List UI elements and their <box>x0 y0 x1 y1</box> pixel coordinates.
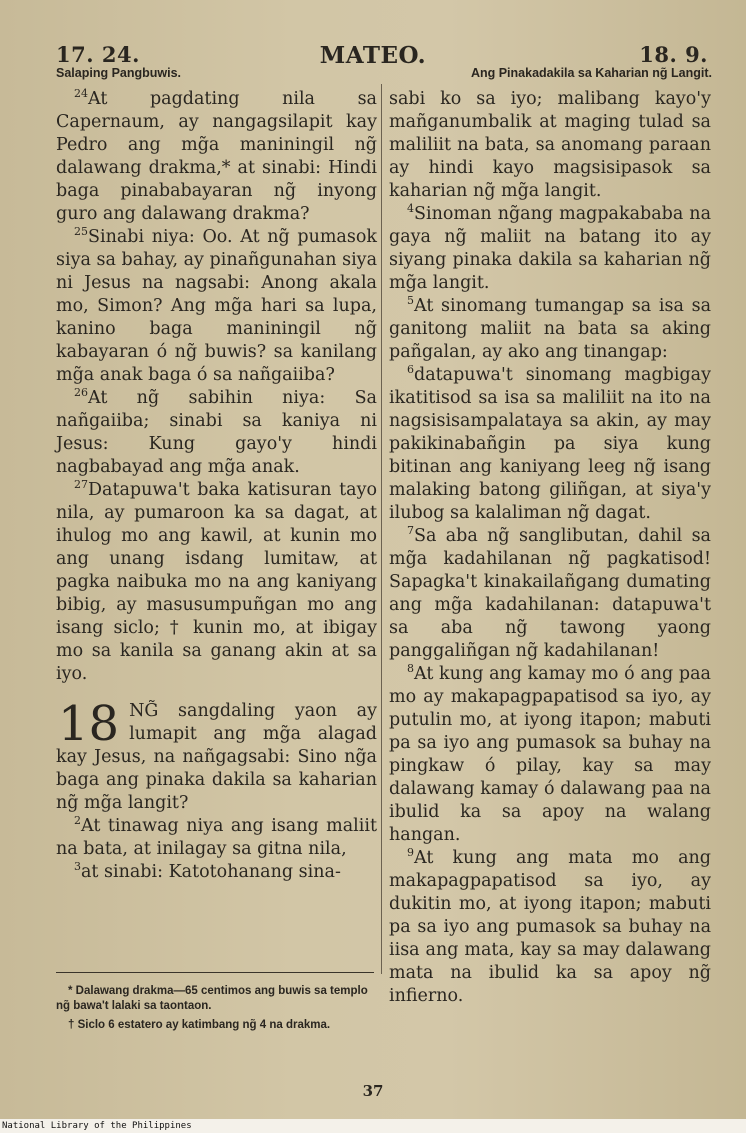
verse-number: 6 <box>407 363 414 377</box>
verse-text: Sa aba ng̃ sanglibutan, dahil sa mg̃a kadahilanan ng̃ pagkatisod! Sapagka't kinakailañgang dumating ang mg̃a kadahilanan: datapuwa't sa aba ng̃ tawong yaong panggaliñgan ng̃ kadahilanan! <box>389 526 711 661</box>
verse-2 <box>56 815 377 861</box>
header-right-subtitle: Ang Pinakadakila sa Kaharian ng̃ Langit. <box>470 66 712 80</box>
verse-text: At sinomang tumangap sa isa sa ganitong maliit na bata sa aking pañgalan, ay ako ang tinangap: <box>389 296 711 362</box>
verse-number: 4 <box>407 202 414 216</box>
chapter-number: 18 <box>58 696 120 752</box>
verse-7 <box>389 525 711 663</box>
verse-number: 5 <box>407 294 414 308</box>
right-column <box>389 88 711 1008</box>
footnote-rule <box>56 972 374 973</box>
verse-9 <box>389 847 711 1008</box>
header-book-title: MATEO. <box>319 42 427 69</box>
column-divider <box>381 84 382 974</box>
verse-text: At kung ang mata mo ang makapagpapatisod sa iyo, ay dukitin mo, at iyong itapon; mabuti pa sa iyo ang pumasok sa buhay na iisa ang mata, kay sa may dalawang mata na ibulid ka sa apoy ng̃ infierno. <box>389 848 711 1006</box>
verse-number: 9 <box>407 846 414 860</box>
page-number: 37 <box>362 1082 384 1100</box>
verse-text: Sinoman ng̃ang magpakababa na gaya ng̃ maliit na batang ito ay siyang pinaka dakila sa kaharian ng̃ mg̃a langit. <box>389 204 711 293</box>
verse-27 <box>56 479 377 686</box>
verse-24 <box>56 88 377 226</box>
verse-text: At kung ang kamay mo ó ang paa mo ay makapagpapatisod sa iyo, ay putulin mo, at iyong itapon; mabuti pa sa iyo ang pumasok sa buhay na pingkaw ó pilay, kay sa may dalawang kamay ó dalawang paa na ibulid ka sa apoy na walang hangan. <box>389 664 711 845</box>
verse-text: Datapuwa't baka katisuran tayo nila, ay pumaroon ka sa dagat, at ihulog mo ang kawil, at kunin mo ang unang isdang lumitaw, at pagka naibuka mo na ang kaniyang bibig, ay masusumpuñgan mo ang isang siclo; † kunin mo, at ibigay mo sa kanila sa ganang akin at sa iyo. <box>56 480 377 684</box>
verse-text: At tinawag niya ang isang maliit na bata, at inilagay sa gitna nila, <box>56 816 377 859</box>
verse-number: 27 <box>74 478 88 492</box>
header-left-reference: 17. 24. <box>56 42 140 67</box>
verse-number: 3 <box>74 860 81 874</box>
verse-number: 7 <box>407 524 414 538</box>
verse-8 <box>389 663 711 847</box>
verse-number: 25 <box>74 225 88 239</box>
footnotes <box>56 984 376 1037</box>
footnote-drakma: * Dalawang drakma—65 centimos ang buwis sa templo ng̃ bawa't lalaki sa taontaon. <box>56 985 368 1012</box>
verse-number: 2 <box>74 814 81 828</box>
verse-text: at sinabi: Katotohanang sina- <box>81 862 341 882</box>
verse-number: 24 <box>74 87 88 101</box>
verse-number: 8 <box>407 662 414 676</box>
verse-26 <box>56 387 377 479</box>
verse-3-continued: sabi ko sa iyo; malibang kayo'y mañganumbalik at maging tulad sa maliliit na bata, sa anomang paraan ay hindi kayo magsisipasok sa kaharian ng̃ mg̃a langit. <box>389 89 711 201</box>
verse-25 <box>56 226 377 387</box>
verse-4 <box>389 203 711 295</box>
verse-number: 26 <box>74 386 88 400</box>
chapter-18-verse-1: NG̃ sangdaling yaon ay lumapit ang mg̃a alagad kay Jesus, na nañgagsabi: Sino ng̃a baga ang pinaka dakila sa kaharian ng̃ mg̃a langit? <box>56 701 377 813</box>
library-credit: National Library of the Philippines <box>0 1119 746 1133</box>
verse-text: At ng̃ sabihin niya: Sa nañgaiiba; sinabi sa kaniya ni Jesus: Kung gayo'y hindi nagbabayad ang mg̃a anak. <box>56 388 377 477</box>
verse-6 <box>389 364 711 525</box>
verse-text: At pagdating nila sa Capernaum, ay nangagsilapit kay Pedro ang mg̃a maniningil ng̃ dalawang drakma,* at sinabi: Hindi baga pinababayaran ng̃ inyong guro ang dalawang drakma? <box>56 89 377 224</box>
verse-text: Sinabi niya: Oo. At ng̃ pumasok siya sa bahay, ay pinañgunahan siya ni Jesus na nagsabi: Anong akala mo, Simon? Ang mg̃a hari sa lupa, kanino baga maniningil ng̃ kabayaran ó ng̃ buwis? sa kanilang mg̃a anak baga ó sa nañgaiiba? <box>56 227 377 385</box>
header-left-subtitle: Salaping Pangbuwis. <box>56 66 182 80</box>
verse-3 <box>56 861 377 884</box>
left-column <box>56 88 377 884</box>
header-right-reference: 18. 9. <box>639 42 708 67</box>
footnote-siclo: † Siclo 6 estatero ay katimbang ng̃ 4 na drakma. <box>68 1019 331 1031</box>
verse-text: datapuwa't sinomang magbigay ikatitisod sa isa sa maliliit na ito na nagsisisampalataya sa akin, ay may pakikinabañgin pa siya kung bitinan ang kaniyang leeg ng̃ isang malaking batong giliñgan, at siya'y ilubog sa kalaliman ng̃ dagat. <box>389 365 711 523</box>
chapter-18-start <box>56 696 377 815</box>
verse-5 <box>389 295 711 364</box>
